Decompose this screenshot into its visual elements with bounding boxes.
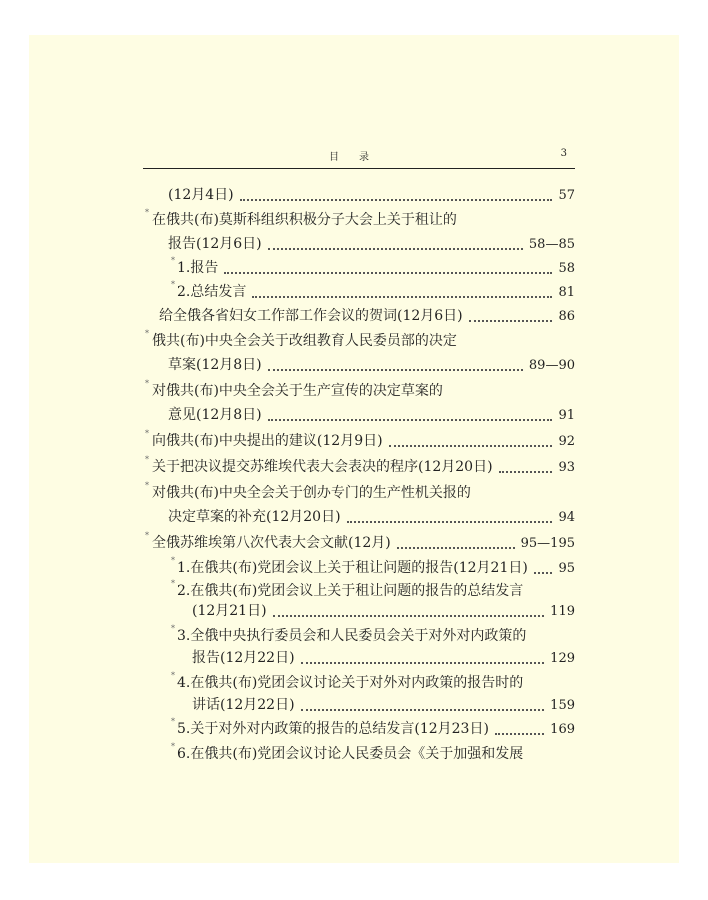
asterisk-mark: * <box>171 256 175 265</box>
toc-entry[interactable] <box>152 532 575 552</box>
entry-title: 给全俄各省妇女工作部工作会议的贺词(12月6日) <box>159 308 463 324</box>
asterisk-mark: * <box>171 624 175 633</box>
header-page-number: 3 <box>560 148 567 159</box>
toc-entry[interactable] <box>168 233 575 253</box>
entry-page: 58—85 <box>528 237 575 252</box>
entry-page: 86 <box>558 309 575 324</box>
toc-entry[interactable] <box>177 257 575 277</box>
toc-entry[interactable] <box>152 430 575 450</box>
toc-entry[interactable] <box>168 506 575 526</box>
entry-title: 6.在俄共(布)党团会议讨论人民委员会《关于加强和发展 <box>177 746 524 762</box>
entry-title: 决定草案的补充(12月20日) <box>168 509 341 525</box>
entry-page: 92 <box>558 434 575 449</box>
entry-title: 关于把决议提交苏维埃代表大会表决的程序(12月20日) <box>152 459 493 475</box>
dot-leader <box>301 697 545 711</box>
dot-leader <box>469 308 553 322</box>
toc-entry[interactable] <box>177 625 575 645</box>
toc-entry[interactable] <box>192 600 575 620</box>
entry-title: 在俄共(布)莫斯科组织积极分子大会上关于租让的 <box>152 212 457 228</box>
toc-entry[interactable] <box>152 209 572 229</box>
entry-title: 4.在俄共(布)党团会议讨论关于对外对内政策的报告时的 <box>177 675 524 691</box>
entry-title: 对俄共(布)中央全会关于生产宣传的决定草案的 <box>152 383 443 399</box>
entry-title: (12月21日) <box>192 603 267 619</box>
asterisk-mark: * <box>145 481 149 490</box>
entry-page: 93 <box>558 460 575 475</box>
toc-entry[interactable] <box>152 330 572 350</box>
entry-page: 91 <box>558 408 575 423</box>
toc-entry[interactable] <box>177 580 575 600</box>
dot-leader <box>495 721 544 735</box>
entry-page: 81 <box>558 285 575 300</box>
toc-entry[interactable] <box>168 354 575 374</box>
dot-leader <box>301 650 545 664</box>
toc-entry[interactable] <box>177 281 575 301</box>
asterisk-mark: * <box>145 531 149 540</box>
asterisk-mark: * <box>171 742 175 751</box>
entry-title: 报告(12月22日) <box>192 650 295 666</box>
entry-title: 草案(12月8日) <box>168 357 262 373</box>
toc-entry[interactable] <box>152 380 572 400</box>
toc-entry[interactable] <box>177 743 575 763</box>
entry-title: 向俄共(布)中央提出的建议(12月9日) <box>152 433 383 449</box>
toc-entry[interactable] <box>177 672 575 692</box>
dot-leader <box>252 284 552 298</box>
entry-page: 58 <box>558 261 575 276</box>
asterisk-mark: * <box>145 379 149 388</box>
header-rule <box>143 168 575 169</box>
asterisk-mark: * <box>145 329 149 338</box>
page-header <box>143 148 575 166</box>
entry-title: 2.在俄共(布)党团会议上关于租让问题的报告的总结发言 <box>177 583 524 599</box>
dot-leader <box>389 433 553 447</box>
entry-title: 报告(12月6日) <box>168 236 262 252</box>
header-title: 目 录 <box>329 152 369 163</box>
entry-title: 意见(12月8日) <box>168 407 262 423</box>
entry-page: 169 <box>550 722 575 737</box>
toc-entry[interactable] <box>168 404 575 424</box>
asterisk-mark: * <box>145 208 149 217</box>
asterisk-mark: * <box>145 455 149 464</box>
dot-leader <box>268 407 553 421</box>
entry-page: 95 <box>558 561 575 576</box>
entry-title: 全俄苏维埃第八次代表大会文献(12月) <box>152 535 391 551</box>
toc-entry[interactable] <box>152 456 575 476</box>
entry-page: 95—195 <box>520 536 575 551</box>
entry-page: 129 <box>550 651 575 666</box>
asterisk-mark: * <box>171 579 175 588</box>
entry-title: 2.总结发言 <box>177 284 247 300</box>
dot-leader <box>240 187 553 201</box>
entry-title: 讲话(12月22日) <box>192 697 295 713</box>
dot-leader <box>224 260 552 274</box>
dot-leader <box>268 357 523 371</box>
toc-entry[interactable] <box>177 718 575 738</box>
toc-entry[interactable] <box>159 305 575 325</box>
asterisk-mark: * <box>171 556 175 565</box>
entry-title: 1.报告 <box>177 260 219 276</box>
entry-title: (12月4日) <box>168 187 234 203</box>
dot-leader <box>499 459 553 473</box>
toc-entry[interactable] <box>168 184 575 204</box>
entry-page: 94 <box>558 510 575 525</box>
entry-title: 3.全俄中央执行委员会和人民委员会关于对外对内政策的 <box>177 628 527 644</box>
toc-entry[interactable] <box>177 557 575 577</box>
entry-page: 57 <box>558 188 575 203</box>
entry-title: 对俄共(布)中央全会关于创办专门的生产性机关报的 <box>152 485 471 501</box>
entry-page: 119 <box>550 604 575 619</box>
toc-entry[interactable] <box>152 482 572 502</box>
dot-leader <box>397 535 515 549</box>
entry-title: 1.在俄共(布)党团会议上关于租让问题的报告(12月21日) <box>177 560 528 576</box>
toc-entry[interactable] <box>192 647 575 667</box>
asterisk-mark: * <box>171 671 175 680</box>
asterisk-mark: * <box>145 429 149 438</box>
entry-page: 159 <box>550 698 575 713</box>
entry-title: 俄共(布)中央全会关于改组教育人民委员部的决定 <box>152 333 457 349</box>
entry-title: 5.关于对外对内政策的报告的总结发言(12月23日) <box>177 721 489 737</box>
asterisk-mark: * <box>171 280 175 289</box>
toc-entry[interactable] <box>192 694 575 714</box>
dot-leader <box>268 236 523 250</box>
dot-leader <box>534 560 553 574</box>
entry-page: 89—90 <box>528 358 575 373</box>
dot-leader <box>273 603 545 617</box>
asterisk-mark: * <box>171 717 175 726</box>
dot-leader <box>347 509 553 523</box>
